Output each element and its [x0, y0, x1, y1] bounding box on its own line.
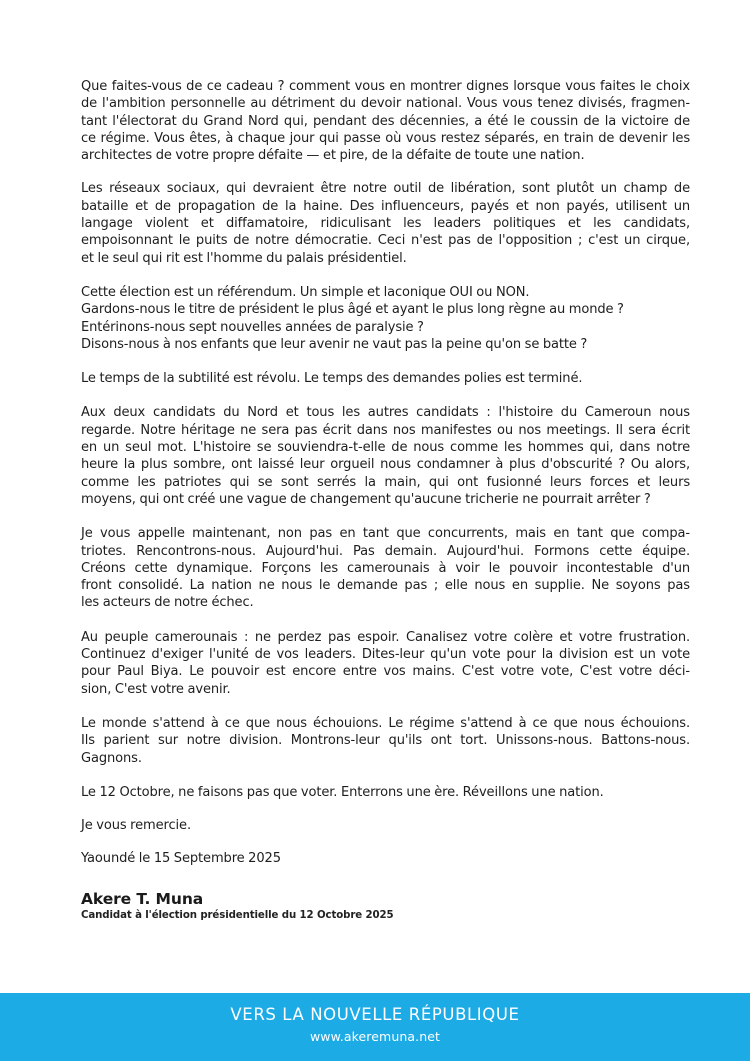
- letter-body: [81, 78, 690, 921]
- paragraph-line: Continuez d'exiger l'unité de vos leaders. Dites-leur qu'un vote pour la division est un vote: [81, 647, 690, 663]
- paragraph-line: Disons-nous à nos enfants que leur avenir ne vaut pas la peine qu'on se batte ?: [81, 336, 588, 352]
- paragraph-line: Yaoundé le 15 Septembre 2025: [81, 851, 281, 867]
- paragraph-line: Le temps de la subtilité est révolu. Le temps des demandes polies est terminé.: [81, 371, 583, 387]
- paragraph-line: Que faites-vous de ce cadeau ? comment vous en montrer dignes lorsque vous faites le choix: [81, 79, 690, 94]
- paragraph: [81, 629, 690, 698]
- paragraph: [81, 370, 690, 387]
- paragraph-line: ce régime. Vous êtes, à chaque jour qui passe où vous restez séparés, en train de devenir les: [81, 130, 690, 146]
- paragraph-line: bataille et de propagation de la haine. Des influenceurs, payés et non payés, utilisent un: [81, 198, 690, 214]
- paragraph-line: Les réseaux sociaux, qui devraient être notre outil de libération, sont plutôt un champ de: [81, 181, 690, 197]
- paragraph-line: empoisonnant le puits de notre démocratie. Ceci n'est pas de l'opposition ; c'est un cirque,: [81, 233, 690, 249]
- paragraph-line: Je vous remercie.: [81, 818, 191, 834]
- paragraph: [81, 78, 690, 164]
- paragraph-line: de l'ambition personnelle au détriment du devoir national. Vous vous tenez divisés, fragmen-: [81, 96, 690, 112]
- signature-title: Candidat à l'élection présidentielle du 12 Octobre 2025: [81, 909, 394, 921]
- paragraph: [81, 715, 690, 767]
- paragraph: [81, 525, 690, 611]
- paragraph-line: moyens, qui ont créé une vague de changement qu'aucune tricherie ne pourrait arrêter ?: [81, 491, 651, 507]
- paragraph-line: en un seul mot. L'histoire se souviendra-t-elle de nous comme les hommes qui, dans notre: [81, 440, 690, 456]
- signature-block: [81, 890, 690, 921]
- paragraph-line: les acteurs de notre échec.: [81, 595, 254, 611]
- paragraph-line: Le monde s'attend à ce que nous échouions. Le régime s'attend à ce que nous échouions.: [81, 715, 690, 731]
- paragraph-line: pour Paul Biya. Le pouvoir est encore entre vos mains. C'est votre vote, C'est votre déci-: [81, 664, 690, 680]
- paragraph: [81, 180, 690, 266]
- paragraph: [81, 284, 690, 353]
- paragraph-line: Au peuple camerounais : ne perdez pas espoir. Canalisez votre colère et votre frustration.: [81, 629, 690, 645]
- paragraph-line: Gardons-nous le titre de président le plus âgé et ayant le plus long règne au monde ?: [81, 302, 624, 318]
- paragraph-line: heure la plus sombre, ont laissé leur orgueil nous condamner à plus d'obscurité ? Ou alors,: [81, 457, 690, 473]
- paragraph: [81, 784, 690, 801]
- paragraph: [81, 817, 690, 834]
- paragraph-line: Entérinons-nous sept nouvelles années de paralysie ?: [81, 319, 424, 335]
- footer-website-link[interactable]: www.akeremuna.net: [309, 1029, 441, 1044]
- paragraph-line: Aux deux candidats du Nord et tous les autres candidats : l'histoire du Cameroun nous: [81, 405, 690, 421]
- paragraph-line: langage violent et diffamatoire, ridiculisant les leaders politiques et les candidats,: [81, 216, 690, 232]
- paragraph-line: Gagnons.: [81, 750, 142, 766]
- paragraph-line: comme les patriotes qui se sont serrés la main, qui ont fusionné leurs forces et leurs: [81, 474, 690, 490]
- paragraph-line: Le 12 Octobre, ne faisons pas que voter. Enterrons une ère. Réveillons une nation.: [81, 784, 604, 800]
- paragraph-line: Je vous appelle maintenant, non pas en tant que concurrents, mais en tant que compa-: [81, 526, 690, 542]
- paragraph-line: Ils parient sur notre division. Montrons-leur qu'ils ont tort. Unissons-nous. Battons-nous.: [81, 733, 690, 749]
- paragraph: [81, 404, 690, 508]
- paragraph-line: Cette élection est un référendum. Un simple et laconique OUI ou NON.: [81, 284, 530, 300]
- paragraph-line: sion, C'est votre avenir.: [81, 681, 231, 697]
- footer-banner: [0, 993, 750, 1061]
- paragraph-line: regarde. Notre héritage ne sera pas écrit dans nos manifestes ou nos meetings. Il sera écrit: [81, 422, 690, 438]
- footer-slogan: VERS LA NOUVELLE RÉPUBLIQUE: [230, 1005, 520, 1024]
- paragraph-line: triotes. Rencontrons-nous. Aujourd'hui. Pas demain. Aujourd'hui. Formons cette équipe.: [81, 543, 690, 559]
- paragraph: [81, 850, 690, 867]
- signature-name: Akere T. Muna: [81, 889, 204, 908]
- paragraph-line: architectes de votre propre défaite — et pire, de la défaite de toute une nation.: [81, 148, 585, 164]
- paragraph-line: Créons cette dynamique. Forçons les camerounais à voir le pouvoir incontestable d'un: [81, 560, 690, 576]
- paragraph-line: tant l'électorat du Grand Nord qui, pendant des décennies, a été le coussin de la victoire de: [81, 113, 690, 129]
- paragraph-line: et le seul qui rit est l'homme du palais présidentiel.: [81, 250, 407, 266]
- paragraph-line: front consolidé. La nation ne nous le demande pas ; elle nous en supplie. Ne soyons pas: [81, 578, 690, 594]
